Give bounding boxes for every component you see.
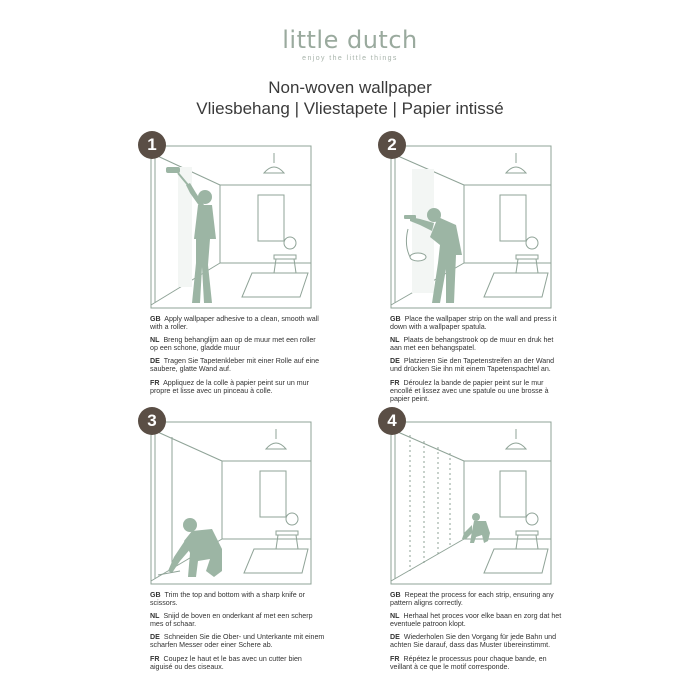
step-number-badge: 3 <box>138 407 166 435</box>
step-2 <box>387 135 565 408</box>
instruction-gb: GB Apply wallpaper adhesive to a clean, smooth wall with a roller. <box>150 315 319 332</box>
step-1-instructions <box>150 315 325 395</box>
step-number-badge: 2 <box>378 131 406 159</box>
instruction-gb: GB Repeat the process for each strip, ensuring any pattern aligns correctly. <box>390 591 554 608</box>
logo-tagline: enjoy the little things <box>302 55 398 62</box>
page-title <box>0 77 700 119</box>
instruction-nl: NL Plaats de behangstrook op de muur en druk het aan met een behangspatel. <box>390 336 554 353</box>
instruction-de: DE Wiederholen Sie den Vorgang für jede Bahn und achten Sie darauf, dass das Muster übereinstimmt. <box>390 633 557 650</box>
step-4 <box>387 411 565 676</box>
step-3-illustration <box>150 421 312 585</box>
title-line-1: Non-woven wallpaper <box>268 78 432 97</box>
step-2-illustration <box>390 145 552 309</box>
instruction-gb: GB Place the wallpaper strip on the wall and press it down with a wallpaper spatula. <box>390 315 557 332</box>
instruction-de: DE Schneiden Sie die Ober- und Unterkante mit einem scharfen Messer oder einer Schere ab. <box>150 633 325 650</box>
brand-logo <box>0 26 700 62</box>
step-number-badge: 4 <box>378 407 406 435</box>
step-number-badge: 1 <box>138 131 166 159</box>
step-4-instructions <box>390 591 565 671</box>
step-3-instructions <box>150 591 325 671</box>
instruction-fr: FR Appliquez de la colle à papier peint sur un mur propre et lisse avec un pinceau à colle. <box>150 378 309 395</box>
instruction-nl: NL Herhaal het proces voor elke baan en zorg dat het eventuele patroon klopt. <box>390 612 562 629</box>
instruction-de: DE Tragen Sie Tapetenkleber mit einer Rolle auf eine saubere, glatte Wand auf. <box>150 357 320 374</box>
step-1-illustration <box>150 145 312 309</box>
instruction-nl: NL Snijd de boven en onderkant af met een scherp mes of schaar. <box>150 612 313 629</box>
title-line-2: Vliesbehang | Vliestapete | Papier intissé <box>196 99 504 118</box>
instruction-nl: NL Breng behanglijm aan op de muur met een roller op een schone, gladde muur <box>150 336 316 353</box>
instruction-de: DE Platzieren Sie den Tapetenstreifen an der Wand und drücken Sie ihn mit einem Tapetenspachtel an. <box>390 357 555 374</box>
instruction-fr: FR Coupez le haut et le bas avec un cutter bien aiguisé ou des ciseaux. <box>150 654 302 671</box>
step-1 <box>147 135 325 400</box>
instruction-fr: FR Déroulez la bande de papier peint sur le mur encollé et lissez avec une spatule ou une brosse à papier peint. <box>390 378 549 403</box>
instruction-fr: FR Répétez le processus pour chaque bande, en veillant à ce que le motif corresponde. <box>390 654 547 671</box>
step-3 <box>147 411 325 676</box>
step-2-instructions <box>390 315 565 403</box>
step-4-illustration <box>390 421 552 585</box>
logo-name: little dutch <box>282 26 418 54</box>
instruction-gb: GB Trim the top and bottom with a sharp knife or scissors. <box>150 591 305 608</box>
